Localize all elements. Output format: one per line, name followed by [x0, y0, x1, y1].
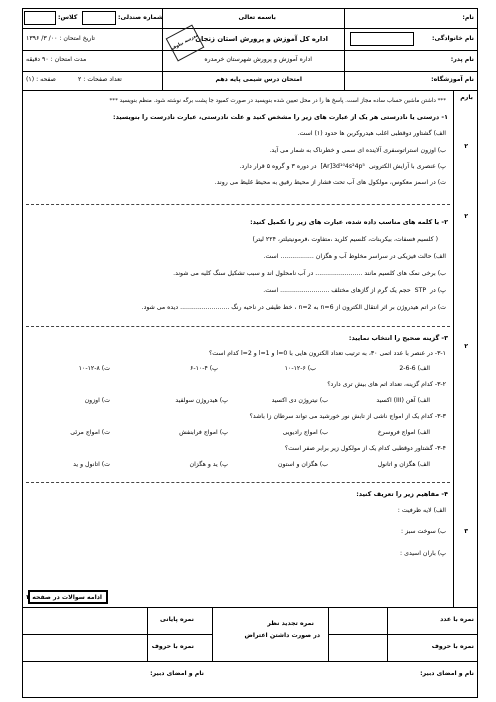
q2-separator — [26, 326, 450, 327]
q1-item-d: ت) در اسمز معکوس، مولکول های آب تحت فشار از محیط رقیق به محیط غلیظ می روند. — [214, 179, 446, 186]
dept-line: اداره آموزش و پرورش شهرستان خرمدره — [204, 56, 312, 63]
family-label: نام خانوادگی: — [432, 35, 474, 42]
footer-top-line — [22, 607, 478, 608]
q1-item-c — [240, 163, 446, 171]
q4-item-b: ب) سوخت سبز : — [401, 528, 446, 535]
footer-bottom-line — [22, 661, 478, 662]
q3-2-option-c: پ) هیدروژن سولفید — [175, 397, 228, 404]
q3-4-option-a: الف) هگزان و اتانول — [377, 461, 430, 468]
q3-4-question: ۳-۴- گشتاور دوقطبی کدام یک از مولکول زیر برابر صفر است؟ — [284, 445, 446, 452]
q3-2-option-d: ت) اوزون — [84, 397, 110, 404]
q3-separator — [26, 482, 450, 483]
q2-word-bank: ( کلسیم فسفات، بیکربنات، کلسیم کلرید ،متفاوت ،فرمونیتیلتر، ۲۲۴ لیتر) — [252, 236, 438, 243]
q2-item-b: ب) برخی نمک های کلسیم مانند ........................ در آب نامحلول اند و سبب تشکیل سنگ کلیه می شوند. — [173, 270, 446, 277]
q2-title: ۲- با کلمه های مناسب داده شده، عبارت های زیر را تکمیل کنید: — [250, 218, 448, 226]
q3-3-option-a: الف) امواج فروسرخ — [377, 429, 430, 436]
q4-item-a: الف) لایه ظرفیت : — [397, 507, 446, 514]
score-letters-label: نمره با حروف — [431, 643, 474, 650]
header-row-1 — [22, 28, 478, 29]
footer-mid-line-left — [22, 634, 212, 635]
q3-1-option-b: ب) ۶-۱۲-۱۰ — [284, 365, 316, 372]
q1-item-c-post: در دوره ۳ و گروه ۵ قرار دارد. — [239, 163, 317, 170]
q1-score: ۲ — [464, 143, 468, 150]
footer-divider-3 — [212, 607, 213, 661]
q3-1-option-c: پ) ۴-۱۰-۶ — [190, 365, 218, 372]
header-row-2 — [22, 50, 478, 51]
q1-title: ۱- درستی یا نادرستی هر یک از عبارت های زیر را مشخص کنید و علت نادرستی، عبارت نادرست را بنویسید: — [113, 113, 448, 121]
q4-title: ۴- مفاهیم زیر را تعریف کنید: — [356, 490, 448, 498]
org-line: اداره کل آموزش و پرورش استان زنجان — [195, 35, 328, 43]
seat-input-box[interactable] — [82, 11, 116, 25]
other-sign-label: نام و امضای دبیر: — [150, 670, 204, 677]
q3-2-option-b: ب) نیتروژن دی اکسید — [271, 397, 328, 404]
general-notice: *** داشتن ماشین حساب ساده مجاز است. پاسخ ها را در محل تعیین شده بنویسید در صورت کمبود جا پشت برگه نوشته شود. منظم بنویسید *** — [109, 98, 446, 104]
electron-config: [Ar]3d¹⁰4s²4p⁵ — [320, 163, 365, 170]
q3-4-option-b: ب) هگزان و استون — [278, 461, 328, 468]
bismillah: باسمه تعالی — [238, 14, 276, 21]
name-label: نام: — [462, 14, 474, 21]
continue-note: ادامه سوالات در صفحه ۲ — [26, 594, 102, 601]
header-row-3 — [22, 71, 478, 72]
q3-3-option-b: ب) امواج رادیویی — [282, 429, 328, 436]
father-label: نام پدر: — [450, 56, 474, 63]
final-letters-label: نمره با حروف — [151, 643, 194, 650]
stamp-text: مدرسه نیلوفر — [170, 33, 200, 52]
final-score-label: نمره پایانی — [159, 616, 194, 623]
page-number: صفحه : (۱) — [26, 76, 56, 83]
exam-page — [22, 8, 478, 698]
q3-3-question: ۳-۳- کدام یک از امواج ناشی از تابش نور خورشید می تواند سرطان زا باشد؟ — [249, 413, 446, 420]
q3-3-option-d: ت) امواج مرئی — [70, 429, 110, 436]
exam-title: امتحان درس شیمی پایه دهم — [215, 76, 302, 83]
family-input-box[interactable] — [350, 32, 414, 46]
continue-note-box — [28, 590, 108, 604]
footer-mid-line-right — [328, 634, 478, 635]
exam-date: تاریخ امتحان : ۰۰/ ۳/ ۱۳۹۶ — [26, 35, 96, 42]
q3-score: ۲ — [464, 343, 468, 350]
header-divider — [22, 90, 478, 91]
stp-term: STP — [414, 287, 427, 294]
q2-score: ۲ — [464, 213, 468, 220]
q3-title: ۳- گزینه صحیح را انتخاب نمایید: — [348, 334, 448, 342]
seat-label: شماره صندلی: — [118, 14, 164, 21]
q2-item-d: ت) در اتم هیدروژن بر اثر انتقال الکترون از n=6 به n=2 ، خط طیفی در ناحیه رنگ ......................... دیده می شود. — [141, 304, 446, 311]
school-label: نام آموزشگاه: — [431, 76, 474, 83]
q2-item-a: الف) حالت فیزیکی در سراسر مخلوط آب و هگزان ................. است. — [263, 253, 446, 260]
score-column-header: بارم — [460, 94, 473, 101]
q3-1-option-a: الف) 6-6-2 — [399, 365, 430, 372]
q1-separator — [26, 204, 450, 205]
q3-2-question: ۳-۲- کدام گزینه، تعداد اتم های بیش تری دارد؟ — [327, 381, 446, 388]
header-col-divider-right — [344, 8, 345, 90]
q2-item-c-pre: پ) در — [430, 287, 446, 294]
q3-1-question: ۳-۱- در عنصر با عدد اتمی ۳۰، به ترتیب تعداد الکترون هایی با l=0 و l=1 و l=2 کدام است؟ — [209, 350, 446, 357]
q4-score: ۳ — [464, 528, 468, 535]
score-digits-label: نمره با عدد — [440, 616, 474, 623]
q1-item-a: الف) گشتاور دوقطبی اغلب هیدروکربن ها حدود (۱) است. — [297, 130, 446, 137]
review-label-1: نمره تجدید نظر — [267, 620, 314, 627]
score-column-divider — [453, 90, 454, 607]
class-label: کلاس: — [58, 14, 78, 21]
pages-count: تعداد صفحات : ۲ — [78, 76, 122, 83]
q2-item-c-post: حجم یک گرم از گازهای مختلف ......................... است. — [263, 287, 411, 294]
q1-item-c-pre: پ) عنصری با آرایش الکترونی — [368, 163, 446, 170]
teacher-sign-label: نام و امضای دبیر: — [420, 670, 474, 677]
q3-2-option-a: الف) آهن (III) اکسید — [376, 397, 430, 404]
q3-4-option-d: ت) اتانول و ید — [73, 461, 110, 468]
exam-duration: مدت امتحان : ۹۰ دقیقه — [26, 56, 87, 63]
q3-1-option-d: ت) ۸-۱۲-۱۰ — [78, 365, 110, 372]
q2-item-c — [263, 287, 446, 295]
review-label-2: در صورت داشتن اعتراض — [244, 632, 320, 639]
q4-item-c: پ) باران اسیدی : — [400, 550, 446, 557]
q1-item-b: ب) اوزون استراتوسفری آلاینده ای سمی و خطرناک به شمار می آید. — [269, 147, 446, 154]
q3-3-option-c: پ) امواج فرابنفش — [179, 429, 228, 436]
class-input-box[interactable] — [24, 11, 56, 25]
q3-4-option-c: پ) ید و هگزان — [189, 461, 228, 468]
